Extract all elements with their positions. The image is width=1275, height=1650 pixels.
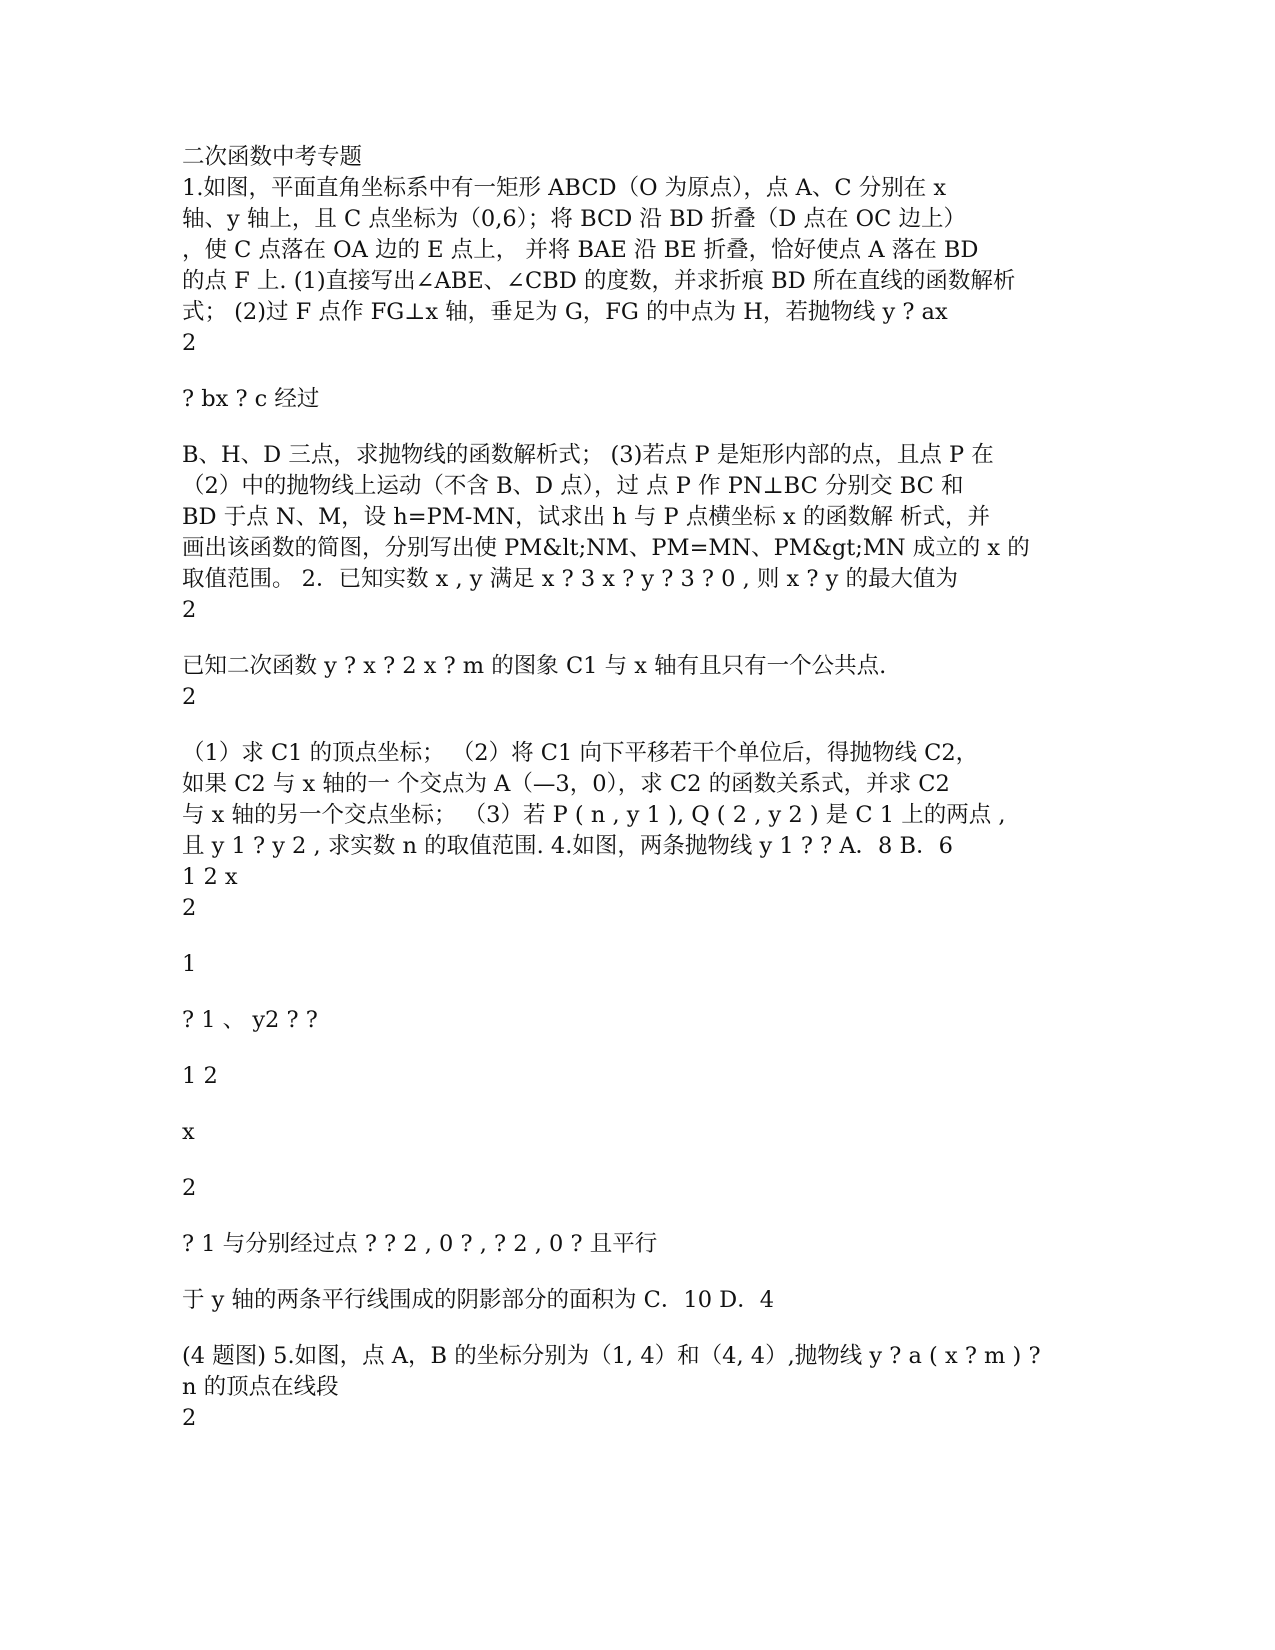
superscript-line: 2 (182, 895, 197, 921)
text-line: 已知二次函数 y ? x ? 2 x ? m 的图象 C1 与 x 轴有且只有一个公共点. (182, 653, 887, 679)
text-line: ? bx ? c 经过 (182, 386, 320, 412)
document-page (182, 142, 1082, 1434)
text-line: ? 1 、 y2 ? ? (182, 1007, 318, 1033)
paragraph-gap (182, 1092, 1082, 1117)
text-line: 的点 F 上. (1)直接写出∠ABE、∠CBD 的度数，并求折痕 BD 所在直线的函数解析 (182, 268, 1016, 294)
superscript-line: 2 (182, 597, 197, 623)
text-line: ? 1 与分别经过点 ? ? 2 , 0 ? , ? 2 , 0 ? 且平行 (182, 1231, 658, 1257)
text-line: (4 题图) 5.如图，点 A，B 的坐标分别为（1, 4）和（4, 4）,抛物线 y ? a ( x ? m ) ? (182, 1343, 1041, 1369)
text-line: 1 2 x (182, 864, 238, 890)
paragraph-gap (182, 1316, 1082, 1341)
paragraph-gap (182, 1148, 1082, 1173)
text-line: 1 2 (182, 1063, 218, 1089)
paragraph-gap (182, 626, 1082, 651)
paragraph-gap (182, 924, 1082, 949)
text-line: （2）中的抛物线上运动（不含 B、D 点），过 点 P 作 PN⊥BC 分别交 BC 和 (182, 473, 964, 499)
text-line: 画出该函数的简图，分别写出使 PM&lt;NM、PM=MN、PM&gt;MN 成立的 x 的 (182, 535, 1030, 561)
text-line: 如果 C2 与 x 轴的一 个交点为 A（—3，0），求 C2 的函数关系式，并求 C2 (182, 771, 950, 797)
paragraph-gap (182, 713, 1082, 738)
text-line: 轴、y 轴上，且 C 点坐标为（0,6）；将 BCD 沿 BD 折叠（D 点在 OC 边上） (182, 206, 966, 232)
text-line: 式； (2)过 F 点作 FG⊥x 轴，垂足为 G，FG 的中点为 H，若抛物线 y ? ax (182, 299, 948, 325)
paragraph-gap (182, 980, 1082, 1005)
paragraph-gap (182, 1260, 1082, 1285)
paragraph-gap (182, 359, 1082, 384)
text-line: （1）求 C1 的顶点坐标； （2）将 C1 向下平移若干个单位后，得抛物线 C2， (182, 740, 979, 766)
text-line: B、H、D 三点，求抛物线的函数解析式； (3)若点 P 是矩形内部的点，且点 P 在 (182, 442, 994, 468)
text-line: 于 y 轴的两条平行线围成的阴影部分的面积为 C．10 D．4 (182, 1287, 775, 1313)
paragraph-gap (182, 1204, 1082, 1229)
text-line: n 的顶点在线段 (182, 1374, 339, 1400)
document-title: 二次函数中考专题 (182, 144, 363, 170)
text-line: 取值范围。 2．已知实数 x , y 满足 x ? 3 x ? y ? 3 ? 0 , 则 x ? y 的最大值为 (182, 566, 958, 592)
paragraph-gap (182, 415, 1082, 440)
paragraph-gap (182, 1036, 1082, 1061)
text-line: 且 y 1 ? y 2 , 求实数 n 的取值范围. 4.如图，两条抛物线 y 1 ? ? A．8 B．6 (182, 833, 953, 859)
superscript-line: 2 (182, 1175, 197, 1201)
text-line: 1.如图，平面直角坐标系中有一矩形 ABCD（O 为原点），点 A、C 分别在 x (182, 175, 947, 201)
text-line: x (182, 1119, 195, 1145)
text-line: BD 于点 N、M，设 h=PM-MN，试求出 h 与 P 点横坐标 x 的函数解 析式，并 (182, 504, 990, 530)
text-line: 1 (182, 951, 197, 977)
text-line: 与 x 轴的另一个交点坐标； （3）若 P ( n , y 1 ), Q ( 2 , y 2 ) 是 C 1 上的两点 , (182, 802, 1006, 828)
superscript-line: 2 (182, 684, 197, 710)
superscript-line: 2 (182, 1405, 197, 1431)
text-line: ，使 C 点落在 OA 边的 E 点上， 并将 BAE 沿 BE 折叠，恰好使点 A 落在 BD (182, 237, 979, 263)
superscript-line: 2 (182, 330, 197, 356)
